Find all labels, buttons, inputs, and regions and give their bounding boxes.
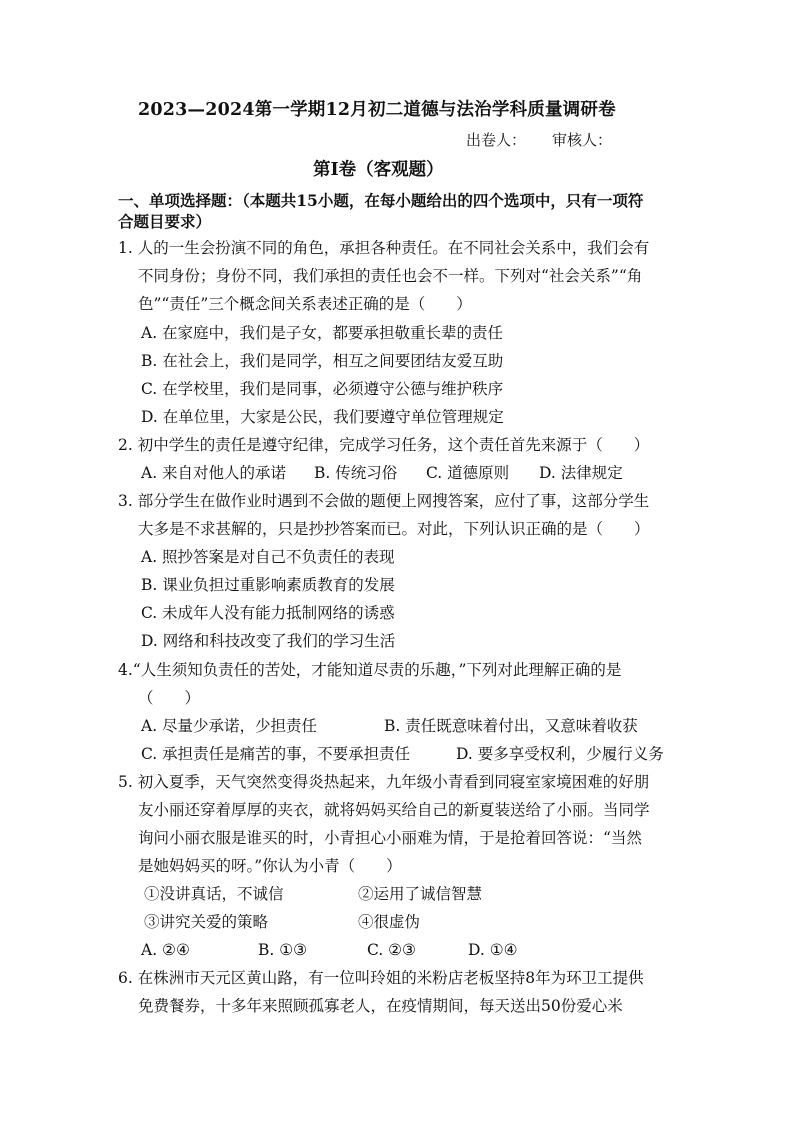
question-4-option-c: C. 承担责任是痛苦的事，不要承担责任 (141, 745, 411, 763)
question-1-option-b: B. 在社会上，我们是同学，相互之间要团结友爱互助 (141, 352, 504, 370)
exam-title: 2023—2024第一学期12月初二道德与法治学科质量调研卷 (138, 100, 616, 120)
question-4-line-2: （ ） (138, 689, 201, 707)
question-3-option-d: D. 网络和科技改变了我们的学习生活 (141, 632, 396, 650)
question-5-line-2: 友小丽还穿着厚厚的夹衣，就将妈妈买给自己的新夏装送给了小丽。当同学 (138, 801, 650, 819)
setter-label: 出卷人： (466, 131, 527, 149)
question-2-option-d: D. 法律规定 (539, 464, 623, 482)
question-1-option-a: A. 在家庭中，我们是子女，都要承担敬重长辈的责任 (141, 324, 504, 342)
question-2-line-1: 2. 初中学生的责任是遵守纪律，完成学习任务，这个责任首先来源于（ ） (118, 436, 650, 454)
question-5-statement-2: ②运用了诚信智慧 (358, 885, 483, 903)
question-1-line-2: 不同身份；身份不同，我们承担的责任也会不一样。下列对“社会关系”“角 (138, 267, 643, 285)
question-5-statement-1: ①没讲真话，不诚信 (144, 885, 284, 903)
question-4-option-a: A. 尽量少承诺，少担责任 (141, 717, 318, 735)
question-6-line-2: 免费餐券，十多年来照顾孤寡老人，在疫情期间，每天送出50份爱心米 (138, 997, 623, 1015)
question-4-option-b: B. 责任既意味着付出，又意味着收获 (384, 717, 638, 735)
question-5-line-4: 是她妈妈买的呀。”你认为小青（ ） (138, 857, 402, 875)
question-1-line-3: 色”“责任”三个概念间关系表述正确的是（ ） (138, 295, 472, 313)
question-3-line-1: 3. 部分学生在做作业时遇到不会做的题便上网搜答案，应付了事，这部分学生 (118, 492, 650, 510)
question-5-option-b: B. ①③ (258, 941, 308, 959)
question-4-option-d: D. 要多享受权利，少履行义务 (456, 745, 664, 763)
reviewer-label: 审核人： (552, 131, 613, 149)
question-5-option-d: D. ①④ (468, 941, 518, 959)
question-2-option-b: B. 传统习俗 (314, 464, 398, 482)
question-4-line-1: 4.“人生须知负责任的苦处，才能知道尽责的乐趣，”下列对此理解正确的是 (118, 661, 622, 679)
question-5-option-c: C. ②③ (367, 941, 416, 959)
question-1-line-1: 1. 人的一生会扮演不同的角色，承担各种责任。在不同社会关系中，我们会有 (118, 239, 650, 257)
question-5-statement-4: ④很虚伪 (358, 913, 421, 931)
question-3-option-c: C. 未成年人没有能力抵制网络的诱惑 (141, 604, 395, 622)
question-1-option-d: D. 在单位里，大家是公民，我们要遵守单位管理规定 (141, 408, 504, 426)
question-5-statement-3: ③讲究关爱的策略 (144, 913, 269, 931)
question-3-option-a: A. 照抄答案是对自己不负责任的表现 (141, 548, 395, 566)
question-2-option-a: A. 来自对他人的承诺 (141, 464, 287, 482)
question-5-line-1: 5. 初入夏季，天气突然变得炎热起来，九年级小青看到同寝室家境困难的好朋 (118, 773, 650, 791)
section-heading-line-2: 合题目要求） (118, 212, 212, 231)
question-5-option-a: A. ②④ (141, 941, 190, 959)
volume-title: 第Ⅰ卷（客观题） (313, 160, 444, 180)
question-3-option-b: B. 课业负担过重影响素质教育的发展 (141, 576, 395, 594)
question-1-option-c: C. 在学校里，我们是同事，必须遵守公德与维护秩序 (141, 380, 504, 398)
question-3-line-2: 大多是不求甚解的，只是抄抄答案而已。对此，下列认识正确的是（ ） (138, 520, 650, 538)
question-5-line-3: 询问小丽衣服是谁买的时，小青担心小丽难为情，于是抢着回答说：“当然 (138, 829, 642, 847)
section-heading-line-1: 一、单项选择题：（本题共15小题，在每小题给出的四个选项中，只有一项符 (118, 191, 644, 210)
question-2-option-c: C. 道德原则 (426, 464, 510, 482)
question-6-line-1: 6. 在株洲市天元区黄山路，有一位叫玲姐的米粉店老板坚持8年为环卫工提供 (118, 969, 644, 987)
